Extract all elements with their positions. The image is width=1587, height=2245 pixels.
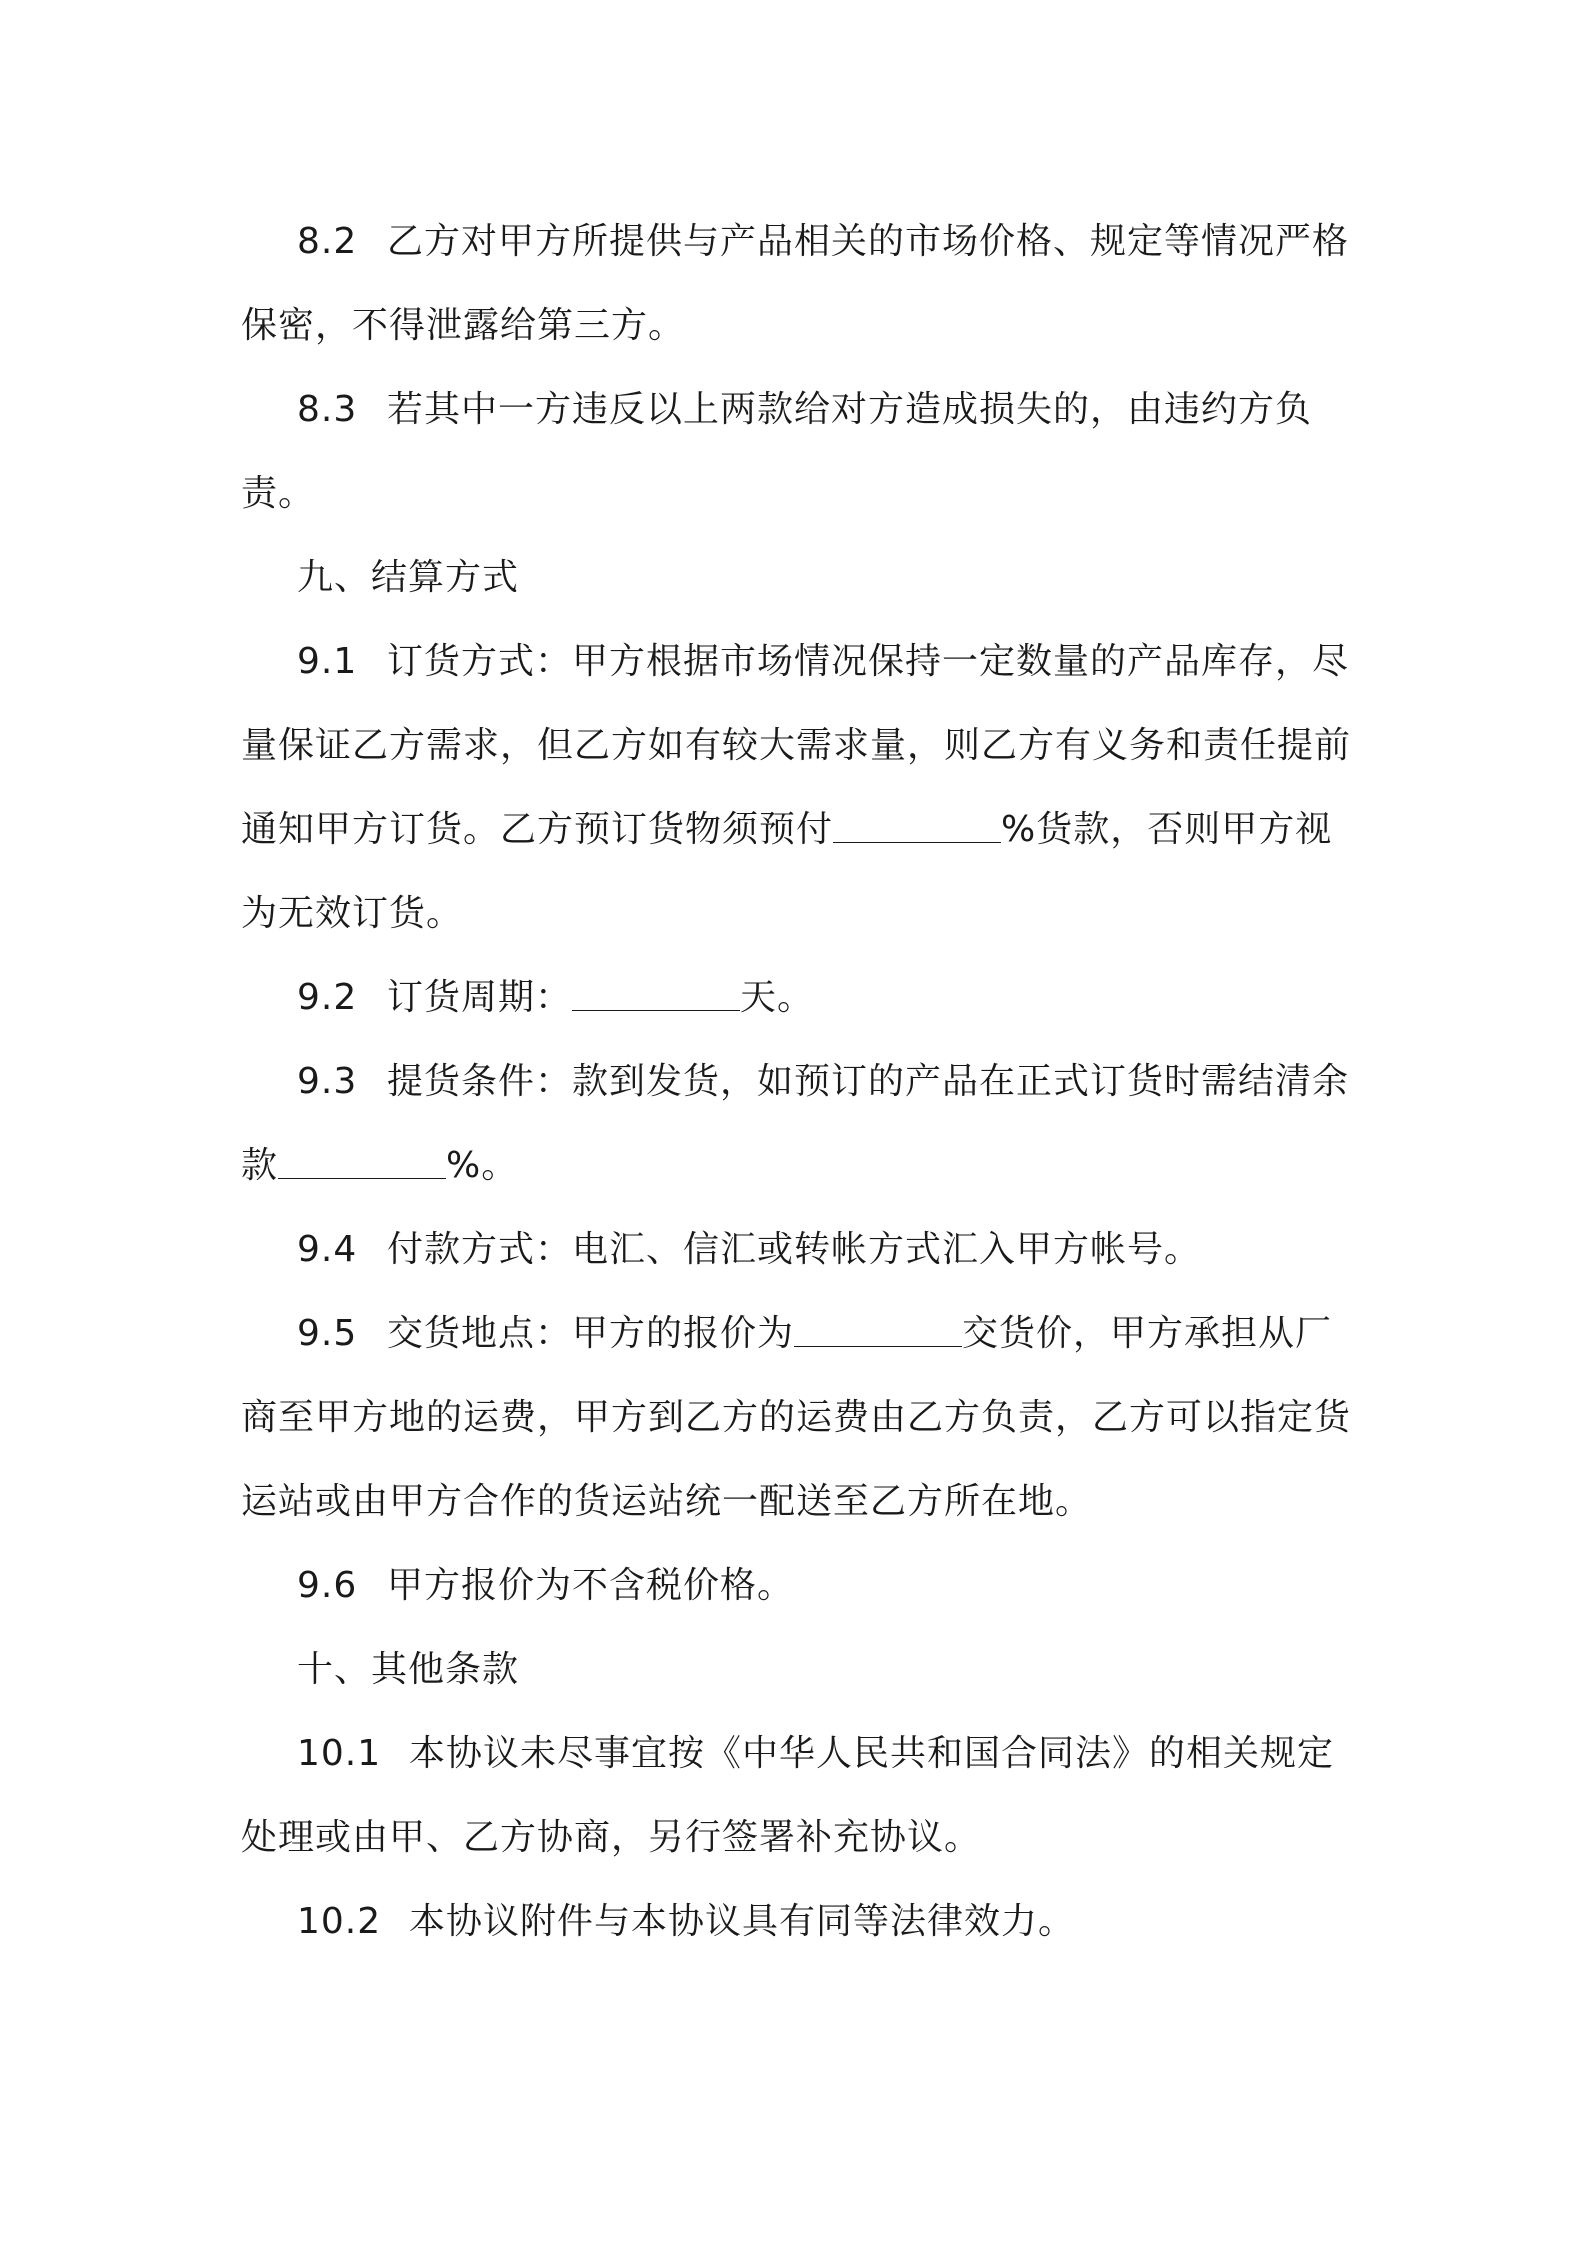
clause-9-6 [241, 1544, 1361, 1628]
clause-text: 订货周期： [387, 977, 573, 1018]
clause-number: 9.5 [297, 1313, 358, 1354]
clause-9-4 [241, 1208, 1361, 1292]
clause-10-1 [241, 1712, 1361, 1880]
clause-text-continued: %。 [446, 1145, 519, 1186]
fill-in-blank[interactable] [278, 1146, 446, 1179]
clause-text-continued: 交货价，甲方承担从厂商至甲方地的运费，甲方到乙方的运费由乙方负责，乙方可以指定货运站或由甲方合作的货运站统一配送至乙方所在地。 [241, 1313, 1352, 1522]
clause-text: 订货方式：甲方根据市场情况保持一定数量的产品库存，尽量保证乙方需求，但乙方如有较大需求量，则乙方有义务和责任提前通知甲方订货。乙方预订货物须预付 [241, 641, 1352, 850]
clause-text-continued: %货款，否则甲方视为无效订货。 [241, 809, 1333, 934]
document-page [241, 200, 1361, 1964]
section-heading-10: 十、其他条款 [297, 1649, 520, 1690]
fill-in-blank[interactable] [572, 978, 740, 1011]
clause-9-5 [241, 1292, 1361, 1544]
clause-text: 交货地点：甲方的报价为 [387, 1313, 795, 1354]
clause-text: 本协议未尽事宜按《中华人民共和国合同法》的相关规定处理或由甲、乙方协商，另行签署补充协议。 [241, 1733, 1335, 1858]
clause-number: 8.3 [297, 389, 358, 430]
section-heading-9: 九、结算方式 [297, 557, 520, 598]
clause-number: 10.2 [297, 1901, 382, 1942]
clause-number: 9.2 [297, 977, 358, 1018]
clause-number: 9.1 [297, 641, 358, 682]
fill-in-blank[interactable] [833, 810, 1001, 843]
clause-number: 10.1 [297, 1733, 382, 1774]
clause-9-2 [241, 956, 1361, 1040]
clause-text: 付款方式：电汇、信汇或转帐方式汇入甲方帐号。 [387, 1229, 1202, 1270]
fill-in-blank[interactable] [794, 1314, 962, 1347]
clause-9-3 [241, 1040, 1361, 1208]
clause-text-continued: 天。 [740, 977, 815, 1018]
clause-10-2 [241, 1880, 1361, 1964]
clause-number: 8.2 [297, 221, 358, 262]
clause-text: 本协议附件与本协议具有同等法律效力。 [409, 1901, 1076, 1942]
clause-number: 9.3 [297, 1061, 358, 1102]
clause-text: 甲方报价为不含税价格。 [387, 1565, 795, 1606]
clause-number: 9.6 [297, 1565, 358, 1606]
clause-9-1 [241, 620, 1361, 956]
clause-text: 提货条件：款到发货，如预订的产品在正式订货时需结清余款 [241, 1061, 1350, 1186]
clause-8-3 [241, 368, 1361, 536]
clause-number: 9.4 [297, 1229, 358, 1270]
clause-text: 乙方对甲方所提供与产品相关的市场价格、规定等情况严格保密，不得泄露给第三方。 [241, 221, 1350, 346]
clause-8-2 [241, 200, 1361, 368]
clause-text: 若其中一方违反以上两款给对方造成损失的，由违约方负责。 [241, 389, 1313, 514]
